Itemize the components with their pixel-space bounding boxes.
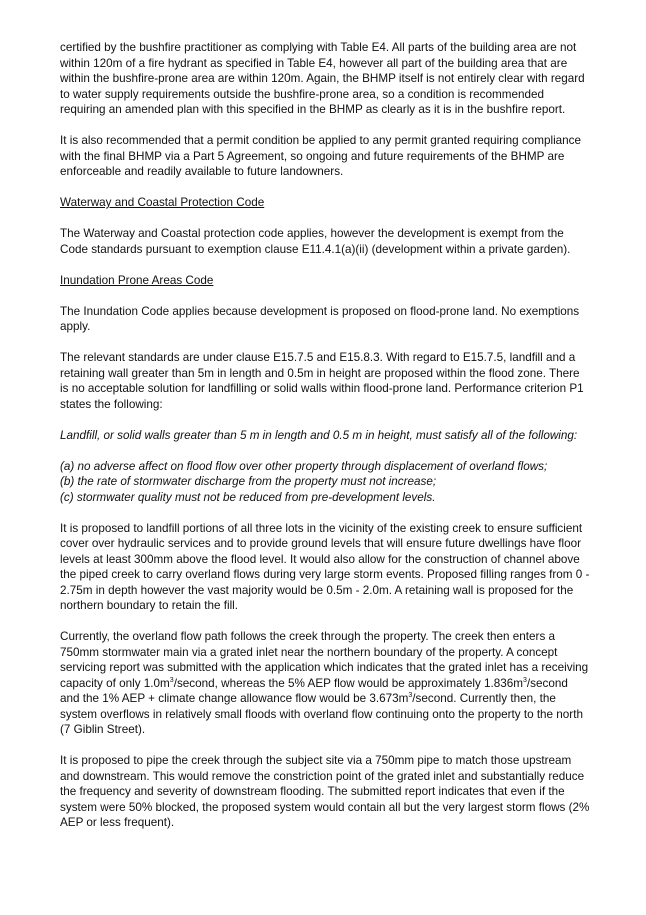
paragraph-relevant-standards: The relevant standards are under clause E15.7.5 and E15.8.3. With regard to E15.7.5, landfill and a retaining wall greater than 5m in length and 0.5m in height are proposed within the flood zone. There is no acceptable solution for landfilling or solid walls within flood-prone land. Performance criterion P1 states the following: [60, 351, 584, 411]
paragraph-pipe-creek: It is proposed to pipe the creek through the subject site via a 750mm pipe to match those upstream and downstream. This would remove the constriction point of the grated inlet and substantially reduce the frequency and severity of downstream flooding. The submitted report indicates that even if the system were 50% blocked, the proposed system would contain all but the very largest storm flows (2% AEP or less frequent). [60, 754, 590, 829]
paragraph-bushfire-water-supply: certified by the bushfire practitioner as complying with Table E4. All parts of the building area are not within 120m of a fire hydrant as specified in Table E4, however all part of the building area that are within the bushfire-prone area are within 120m. Again, the BHMP itself is not entirely clear with regard to water supply requirements outside the bushfire-prone area, so a condition is recommended requiring an amended plan with this specified in the BHMP as clearly as it is in the bushfire report. [60, 41, 585, 116]
criterion-b: (b) the rate of stormwater discharge from the property must not increase; [60, 475, 437, 488]
heading-waterway-code: Waterway and Coastal Protection Code [60, 196, 265, 209]
document-page [60, 40, 590, 846]
superscript-cubed-2: 3 [523, 676, 527, 684]
paragraph-inundation-applies: The Inundation Code applies because development is proposed on flood-prone land. No exemptions apply. [60, 304, 580, 333]
overland-flow-text-4: /second. Currently then, the system overflows in relatively small floods with overland flow continuing onto the property to the north (7 Giblin Street). [60, 692, 583, 736]
superscript-cubed-3: 3 [408, 692, 413, 700]
heading-inundation-code: Inundation Prone Areas Code [60, 273, 214, 287]
criterion-a: (a) no adverse affect on flood flow over other property through displacement of overland flows; [60, 459, 548, 473]
paragraph-part5-agreement: It is also recommended that a permit condition be applied to any permit granted requiring compliance with the final BHMP via a Part 5 Agreement, so ongoing and future requirements of the BHMP are enforceable and readily available to future landowners. [60, 134, 582, 178]
overland-flow-text-1: Currently, the overland flow path follows the creek through the property. The creek then enters a 750mm stormwater main via a grated inlet near the northern boundary of the property. A concept servicing report was submitted with the application which indicates that the grated inlet has a receiving capacity of only 1.0m [60, 630, 589, 690]
paragraph-landfill-proposal: It is proposed to landfill portions of all three lots in the vicinity of the existing creek to ensure sufficient cover over hydraulic services and to provide ground levels that will ensure future dwellings have floor levels at least 300mm above the flood level. It would also allow for the construction of channel above the piped creek to carry overland flows during very large storm events. Proposed filling ranges from 0 - 2.75m in depth however the vast majority would be 0.5m - 2.0m. A retaining wall is proposed for the northern boundary to retain the fill. [60, 521, 590, 612]
criterion-c: (c) stormwater quality must not be reduced from pre-development levels. [60, 490, 436, 504]
overland-flow-text-3: /second and the 1% AEP + climate change allowance flow would be 3.673m [60, 676, 568, 705]
quote-performance-criterion: Landfill, or solid walls greater than 5 m in length and 0.5 m in height, must satisfy all of the following: [60, 428, 578, 442]
criteria-list [60, 459, 590, 506]
paragraph-waterway-exemption: The Waterway and Coastal protection code applies, however the development is exempt from the Code standards pursuant to exemption clause E11.4.1(a)(ii) (development within a private garden). [60, 227, 571, 256]
overland-flow-text-2: /second, whereas the 5% AEP flow would be approximately 1.836m [173, 676, 524, 690]
paragraph-overland-flow [60, 629, 590, 738]
superscript-cubed-1: 3 [169, 676, 174, 684]
